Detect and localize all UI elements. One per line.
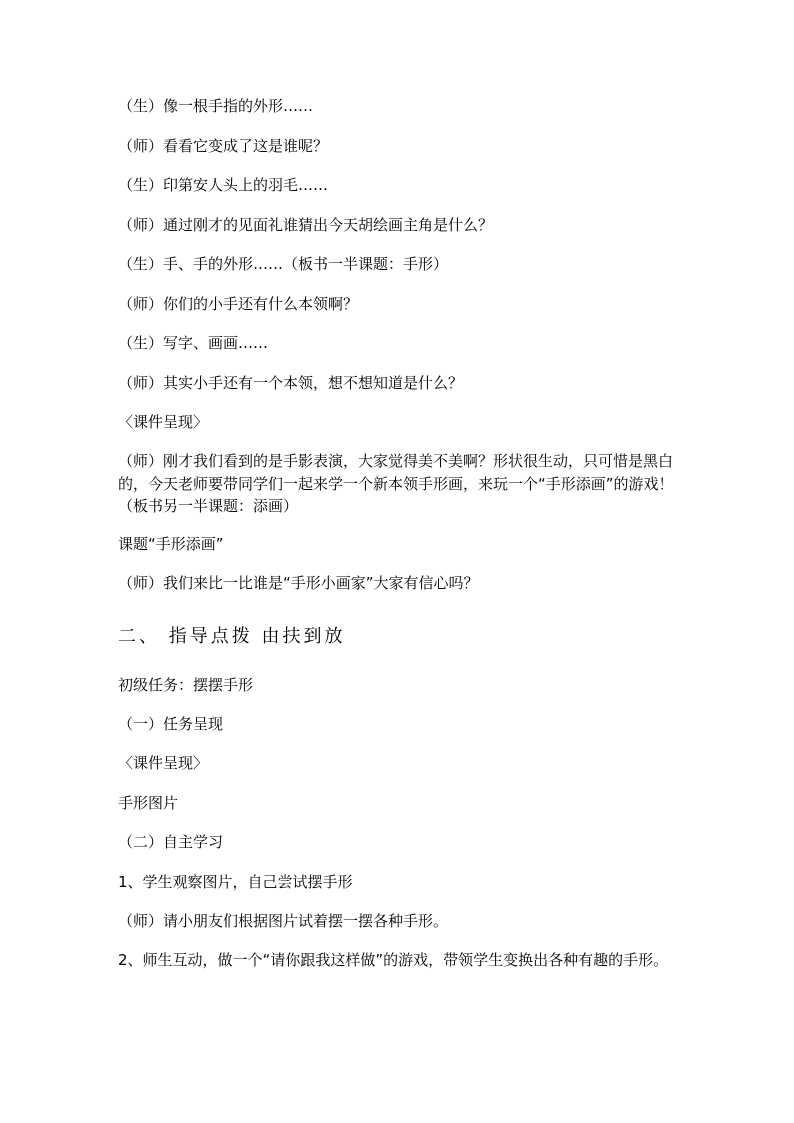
paragraph-teacher-shadow-show: （师）刚才我们看到的是手影表演，大家觉得美不美啊？形状很生动，只可惜是黑白的，今天老师要带同学们一起来学一个新本领手形画，来玩一个“手形添画”的游戏！（板书另一半课题：添画） xyxy=(118,452,674,515)
item-interaction-game: 2、师生互动，做一个“请你跟我这样做”的游戏，带领学生变换出各种有趣的手形。 xyxy=(118,951,669,969)
paragraph-teacher-skills: （师）你们的小手还有什么本领啊？ xyxy=(118,295,359,313)
paragraph-student-finger: （生）像一根手指的外形…… xyxy=(118,97,314,115)
task-title: 初级任务：摆摆手形 xyxy=(118,676,254,694)
paragraph-teacher-guess: （师）通过刚才的见面礼谁猜出今天胡绘画主角是什么？ xyxy=(118,216,494,234)
courseware-note: 〈课件呈现〉 xyxy=(118,413,209,431)
paragraph-student-hand-shape: （生）手、手的外形……（板书一半课题：手形） xyxy=(118,255,449,273)
hand-shape-pictures: 手形图片 xyxy=(118,794,179,812)
courseware-note-2: 〈课件呈现〉 xyxy=(118,754,209,772)
paragraph-student-feather: （生）印第安人头上的羽毛…… xyxy=(118,176,329,194)
paragraph-teacher-confidence: （师）我们来比一比谁是“手形小画家”大家有信心吗？ xyxy=(118,574,479,592)
paragraph-teacher-who: （师）看看它变成了这是谁呢？ xyxy=(118,137,329,155)
paragraph-teacher-try-shapes: （师）请小朋友们根据图片试着摆一摆各种手形。 xyxy=(118,912,449,930)
step-self-study: （二）自主学习 xyxy=(118,833,224,851)
step-task-presentation: （一）任务呈现 xyxy=(118,715,224,733)
item-observe-pictures: 1、学生观察图片，自己尝试摆手形 xyxy=(118,873,353,891)
paragraph-student-writing: （生）写字、画画…… xyxy=(118,334,269,352)
lesson-title-line: 课题“手形添画” xyxy=(118,535,224,553)
paragraph-teacher-another-skill: （师）其实小手还有一个本领，想不想知道是什么？ xyxy=(118,374,464,392)
section-heading: 二、 指导点拨 由扶到放 xyxy=(118,626,346,647)
